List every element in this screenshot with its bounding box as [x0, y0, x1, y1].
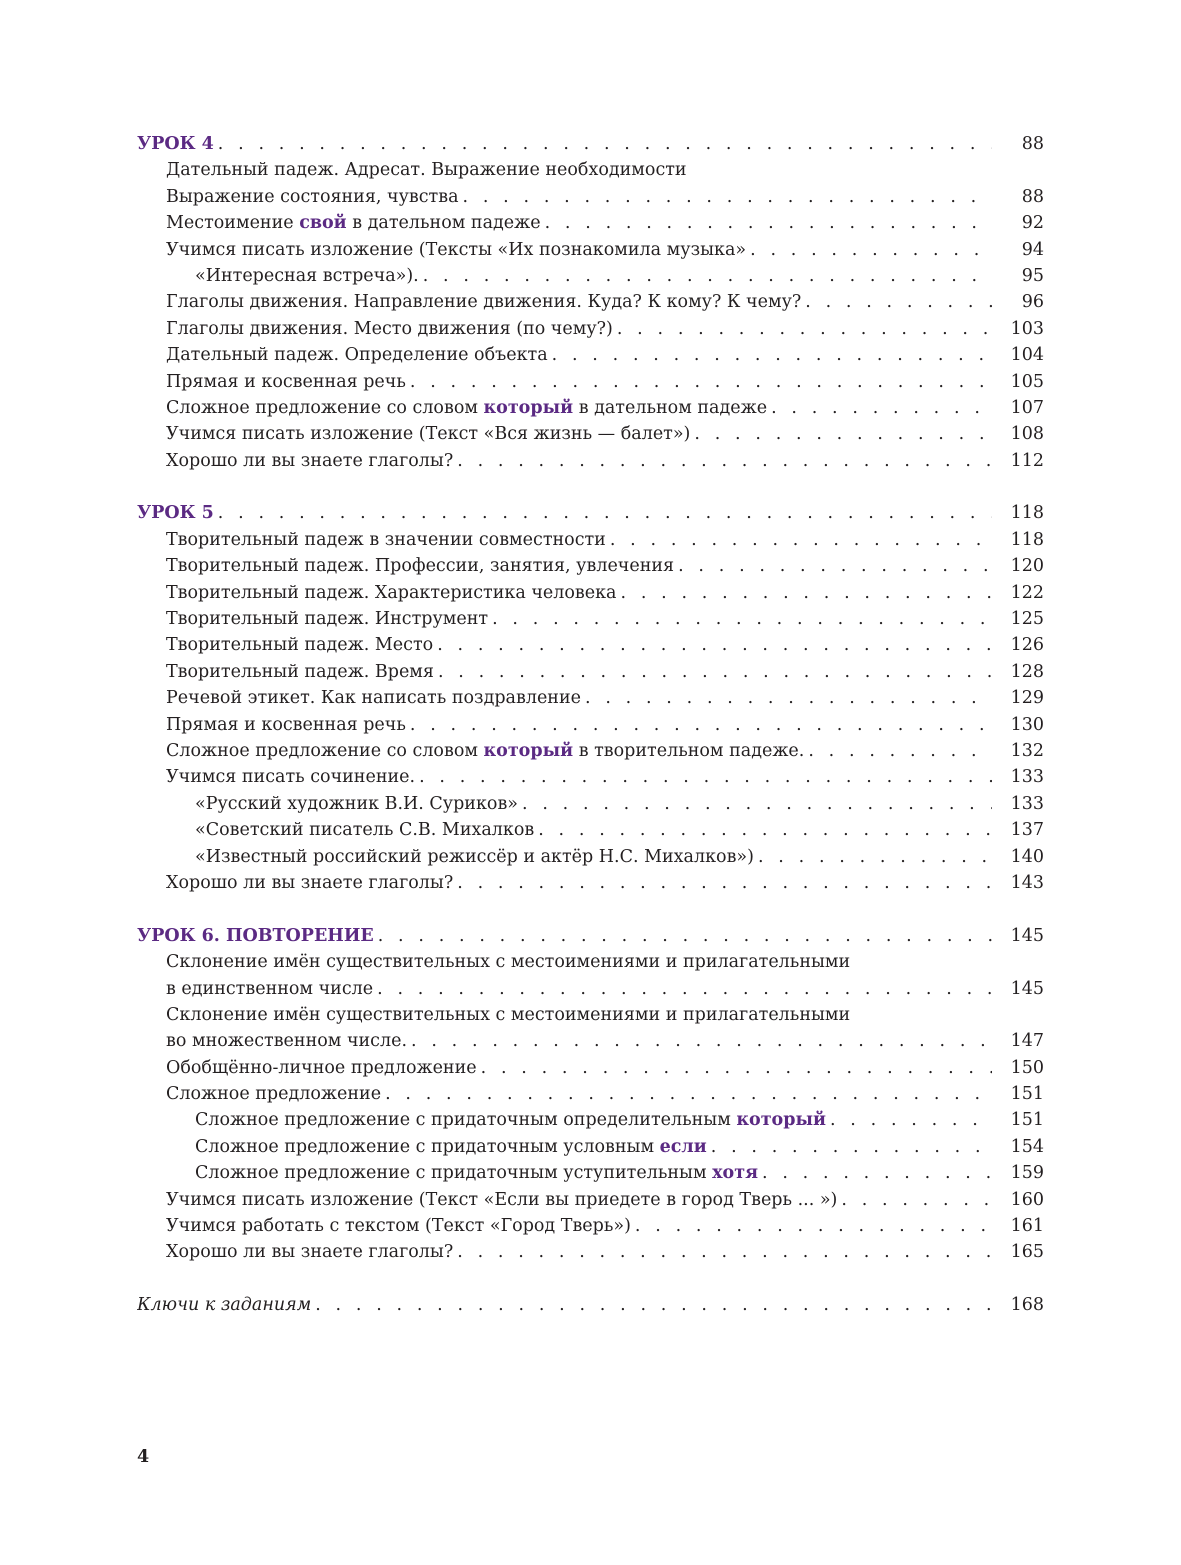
- leader-dots: [548, 342, 992, 368]
- toc-title-keyword: который: [483, 397, 574, 418]
- toc-title-text: «Интересная встреча»).: [195, 265, 419, 286]
- toc-page-number: 133: [1010, 793, 1044, 814]
- toc-section-row: [137, 1292, 1044, 1318]
- toc-entry-title: [166, 184, 459, 210]
- toc-title-text: Творительный падеж. Инструмент: [166, 609, 489, 630]
- toc-entry-row: [137, 606, 1044, 632]
- toc-entry: [137, 1292, 992, 1318]
- toc-entry-title: [166, 976, 373, 1002]
- leader-dots: [419, 263, 992, 289]
- toc-entry-row: [137, 289, 1044, 315]
- toc-entry-row: [137, 712, 1044, 738]
- toc-entry-title: [166, 342, 548, 368]
- toc-title-text: в дательном падеже: [573, 397, 768, 418]
- leader-dots: [374, 923, 992, 949]
- toc-entry-title: [166, 870, 453, 896]
- toc-entry-row: [137, 659, 1044, 685]
- leader-dots: [707, 1134, 992, 1160]
- toc-entry-row: [137, 1055, 1044, 1081]
- toc-title-text: Творительный падеж. Характеристика человека: [166, 582, 617, 603]
- toc-entry-title: [166, 659, 434, 685]
- toc-page-number: 88: [1021, 186, 1044, 207]
- toc-entry-title: [166, 1213, 631, 1239]
- leader-dots: [453, 870, 992, 896]
- toc-entry: [166, 1055, 992, 1081]
- toc-entry-row: [137, 157, 1044, 183]
- toc-title-text: Учимся писать изложение (Текст «Если вы приедете в город Тверь ... »): [166, 1189, 838, 1210]
- toc-title-text: Склонение имён существительных с местоимениями и прилагательными: [166, 1004, 851, 1025]
- toc-title-text: Обобщённо-личное предложение: [166, 1057, 477, 1078]
- toc-title-keyword: свой: [299, 213, 347, 234]
- leader-dots: [434, 659, 992, 685]
- toc-entry: [166, 316, 992, 342]
- toc-entry-row: [137, 1081, 1044, 1107]
- toc-entry-title: [166, 289, 801, 315]
- toc-entry-row: [137, 949, 1044, 975]
- toc-entry: [166, 870, 992, 896]
- toc-title-text: Творительный падеж. Профессии, занятия, увлечения: [166, 556, 675, 577]
- toc-entry-row: [137, 1002, 1044, 1028]
- leader-dots: [581, 685, 992, 711]
- toc-entry: [195, 1134, 992, 1160]
- toc-page-number: 151: [1010, 1084, 1044, 1105]
- toc-page-number: 133: [1010, 767, 1044, 788]
- toc-title-text: Глаголы движения. Место движения (по чему?): [166, 318, 613, 339]
- toc-entry: [166, 580, 992, 606]
- toc-title-text: в дательном падеже: [346, 213, 541, 234]
- toc-entry: [195, 1107, 992, 1133]
- toc-title-text: Учимся писать изложение (Тексты «Их познакомила музыка»: [166, 239, 747, 260]
- toc-entry-title: [166, 712, 406, 738]
- toc-entry-row: [137, 316, 1044, 342]
- toc-entry-row: [137, 632, 1044, 658]
- toc-entry-row: [137, 237, 1044, 263]
- toc-page-number: 150: [1010, 1057, 1044, 1078]
- toc-title-text: Речевой этикет. Как написать поздравление: [166, 688, 581, 709]
- leader-dots: [746, 237, 992, 263]
- leader-dots: [690, 421, 992, 447]
- toc-title-keyword: который: [736, 1110, 826, 1131]
- toc-page-number: 160: [1010, 1189, 1044, 1210]
- toc-entry: [166, 606, 992, 632]
- leader-dots: [214, 131, 992, 157]
- toc-entry: [166, 553, 992, 579]
- toc-title-text: «Советский писатель С.В. Михалков: [195, 820, 535, 841]
- toc-page-number: 94: [1021, 239, 1044, 260]
- toc-entry-title: [195, 1160, 758, 1186]
- toc-entry-title: [166, 1028, 407, 1054]
- toc-entry-title: [166, 448, 453, 474]
- leader-dots: [674, 553, 992, 579]
- toc-entry: [166, 712, 992, 738]
- toc-entry-row: [137, 1213, 1044, 1239]
- leader-dots: [311, 1292, 992, 1318]
- toc-title-text: Хорошо ли вы знаете глаголы?: [166, 450, 454, 471]
- toc-title-text: Сложное предложение с придаточным условным: [195, 1136, 660, 1157]
- leader-dots: [801, 289, 992, 315]
- toc-entry-title: [195, 791, 518, 817]
- toc-title-text: Учимся писать сочинение.: [166, 767, 416, 788]
- toc-entry: [137, 500, 992, 526]
- toc-entry-row: [137, 976, 1044, 1002]
- toc-entry-row: [137, 817, 1044, 843]
- toc-title-text: в творительном падеже.: [573, 740, 805, 761]
- leader-dots: [453, 448, 992, 474]
- toc-entry-row: [137, 263, 1044, 289]
- toc-title-text: Учимся работать с текстом (Текст «Город Тверь»): [166, 1216, 631, 1237]
- toc-entry: [166, 1081, 992, 1107]
- leader-dots: [406, 712, 992, 738]
- toc-page-number: 132: [1010, 740, 1044, 761]
- leader-dots: [606, 527, 992, 553]
- toc-title-text: Глаголы движения. Направление движения. Куда? К кому? К чему?: [166, 292, 802, 313]
- toc-title-text: Дательный падеж. Определение объекта: [166, 345, 548, 366]
- toc-entry-row: [137, 210, 1044, 236]
- toc-entry-title: [166, 1081, 381, 1107]
- leader-dots: [214, 500, 992, 526]
- toc-entry-row: [137, 553, 1044, 579]
- toc-section-row: [137, 131, 1044, 157]
- toc-page-number: 151: [1010, 1110, 1044, 1131]
- toc-entry: [166, 949, 992, 975]
- toc-title-text: Учимся писать изложение (Текст «Вся жизнь — балет»): [166, 424, 691, 445]
- toc-entry-title: [166, 553, 674, 579]
- toc-page-number: 112: [1010, 450, 1044, 471]
- toc-entry-title: [166, 210, 541, 236]
- toc-section-title: [137, 1292, 311, 1318]
- toc-entry: [166, 1028, 992, 1054]
- toc-entry: [166, 527, 992, 553]
- toc-page-number: 168: [1010, 1295, 1044, 1316]
- toc-title-text: Творительный падеж. Время: [166, 661, 434, 682]
- toc-entry: [166, 289, 992, 315]
- toc-title-text: УРОК 6. ПОВТОРЕНИЕ: [137, 925, 374, 946]
- toc-entry: [166, 395, 992, 421]
- toc-page-number: 140: [1010, 846, 1044, 867]
- toc-page-number: 128: [1010, 661, 1044, 682]
- toc-page-number: 165: [1010, 1242, 1044, 1263]
- toc-entry: [166, 632, 992, 658]
- toc-entry-row: [137, 1187, 1044, 1213]
- toc-title-keyword: который: [483, 740, 574, 761]
- toc-entry: [137, 131, 992, 157]
- toc-title-text: Хорошо ли вы знаете глаголы?: [166, 1242, 454, 1263]
- toc-title-text: Выражение состояния, чувства: [166, 186, 459, 207]
- toc-entry: [166, 1002, 992, 1028]
- leader-dots: [518, 791, 992, 817]
- toc-entry-title: [166, 157, 687, 183]
- toc-entry-row: [137, 1239, 1044, 1265]
- toc-entry: [166, 421, 992, 447]
- toc-entry: [166, 157, 992, 183]
- toc-title-text: «Русский художник В.И. Суриков»: [195, 793, 519, 814]
- toc-entry: [166, 210, 992, 236]
- toc-title-text: во множественном числе.: [166, 1031, 408, 1052]
- toc-section-title: [137, 131, 214, 157]
- leader-dots: [453, 1239, 992, 1265]
- toc-title-text: в единственном числе: [166, 978, 374, 999]
- toc-page-number: 147: [1010, 1031, 1044, 1052]
- toc-entry-title: [195, 1134, 707, 1160]
- toc-entry-title: [166, 237, 746, 263]
- toc-page-number: 104: [1010, 345, 1044, 366]
- toc-entry: [166, 976, 992, 1002]
- toc-entry-title: [166, 1239, 453, 1265]
- toc-title-text: «Известный российский режиссёр и актёр Н.С. Михалков»): [195, 846, 754, 867]
- toc-title-text: Сложное предложение с придаточным определительным: [195, 1110, 737, 1131]
- toc-entry: [166, 184, 992, 210]
- toc-entry-row: [137, 1107, 1044, 1133]
- toc-entry-row: [137, 791, 1044, 817]
- toc-entry-title: [166, 685, 581, 711]
- toc-title-text: Сложное предложение с придаточным уступительным: [195, 1163, 713, 1184]
- toc-entry: [166, 1187, 992, 1213]
- leader-dots: [381, 1081, 992, 1107]
- leader-dots: [767, 395, 992, 421]
- leader-dots: [826, 1107, 992, 1133]
- toc-entry: [166, 369, 992, 395]
- toc-entry: [166, 1213, 992, 1239]
- toc-entry: [137, 923, 992, 949]
- toc-entry-row: [137, 580, 1044, 606]
- toc-section-row: [137, 923, 1044, 949]
- toc-entry-title: [166, 1187, 837, 1213]
- toc-entry: [195, 791, 992, 817]
- toc-title-keyword: хотя: [712, 1163, 759, 1184]
- toc-entry-row: [137, 738, 1044, 764]
- toc-section-title: [137, 923, 374, 949]
- toc-page-number: 130: [1010, 714, 1044, 735]
- toc-entry-row: [137, 764, 1044, 790]
- toc-title-keyword: если: [659, 1136, 707, 1157]
- toc-title-text: Сложное предложение: [166, 1084, 382, 1105]
- toc-entry: [166, 659, 992, 685]
- toc-page-number: 95: [1021, 265, 1044, 286]
- toc-page-number: 107: [1010, 397, 1044, 418]
- leader-dots: [415, 764, 992, 790]
- toc-entry-title: [166, 369, 406, 395]
- toc-page-number: 105: [1010, 371, 1044, 392]
- leader-dots: [477, 1055, 992, 1081]
- toc-entry: [195, 1160, 992, 1186]
- toc-entry-title: [195, 263, 419, 289]
- leader-dots: [459, 184, 992, 210]
- toc-title-text: Местоимение: [166, 213, 300, 234]
- toc-entry-title: [166, 632, 433, 658]
- leader-dots: [373, 976, 992, 1002]
- toc-entry-title: [195, 817, 534, 843]
- toc-entry-title: [166, 580, 617, 606]
- toc-title-text: Дательный падеж. Адресат. Выражение необходимости: [166, 160, 687, 181]
- toc-entry-title: [166, 316, 613, 342]
- table-of-contents: [137, 131, 1044, 1319]
- toc-page-number: 159: [1010, 1163, 1044, 1184]
- toc-title-text: Сложное предложение со словом: [166, 397, 484, 418]
- toc-page-number: 143: [1010, 872, 1044, 893]
- toc-title-text: Хорошо ли вы знаете глаголы?: [166, 872, 454, 893]
- toc-entry-row: [137, 844, 1044, 870]
- toc-entry: [166, 685, 992, 711]
- toc-page-number: 118: [1010, 529, 1044, 550]
- toc-entry: [166, 448, 992, 474]
- toc-entry-title: [166, 738, 804, 764]
- toc-entry-row: [137, 527, 1044, 553]
- toc-entry-row: [137, 1160, 1044, 1186]
- toc-page-number: 108: [1010, 424, 1044, 445]
- toc-entry: [166, 237, 992, 263]
- leader-dots: [754, 844, 992, 870]
- toc-entry-row: [137, 1028, 1044, 1054]
- toc-entry-row: [137, 369, 1044, 395]
- leader-dots: [488, 606, 992, 632]
- toc-entry-row: [137, 342, 1044, 368]
- toc-entry: [195, 817, 992, 843]
- toc-title-text: Творительный падеж в значении совместности: [166, 529, 606, 550]
- toc-page-number: 96: [1021, 292, 1044, 313]
- leader-dots: [617, 580, 993, 606]
- toc-page-number: 120: [1010, 556, 1044, 577]
- toc-entry-title: [166, 1055, 477, 1081]
- toc-entry-title: [166, 1002, 850, 1028]
- toc-page-number: 92: [1021, 213, 1044, 234]
- toc-title-text: Творительный падеж. Место: [166, 635, 434, 656]
- toc-page-number: 137: [1010, 820, 1044, 841]
- toc-entry-row: [137, 184, 1044, 210]
- toc-title-text: Прямая и косвенная речь: [166, 714, 406, 735]
- leader-dots: [804, 738, 992, 764]
- leader-dots: [534, 817, 992, 843]
- toc-entry-row: [137, 870, 1044, 896]
- toc-entry: [166, 1239, 992, 1265]
- toc-entry: [166, 738, 992, 764]
- toc-entry-title: [166, 764, 415, 790]
- toc-entry-title: [166, 395, 767, 421]
- toc-page-number: 154: [1010, 1136, 1044, 1157]
- toc-page-number: 125: [1010, 609, 1044, 630]
- toc-entry: [195, 263, 992, 289]
- toc-entry-row: [137, 685, 1044, 711]
- toc-title-text: Ключи к заданиям: [137, 1295, 312, 1316]
- leader-dots: [837, 1187, 992, 1213]
- toc-entry: [166, 342, 992, 368]
- leader-dots: [433, 632, 992, 658]
- toc-entry-row: [137, 448, 1044, 474]
- toc-page-number: 145: [1010, 925, 1044, 946]
- toc-title-text: Склонение имён существительных с местоимениями и прилагательными: [166, 952, 851, 973]
- leader-dots: [541, 210, 992, 236]
- toc-page-number: 88: [1021, 134, 1044, 154]
- toc-entry-title: [166, 606, 488, 632]
- toc-section-title: [137, 500, 214, 526]
- toc-entry-row: [137, 395, 1044, 421]
- leader-dots: [758, 1160, 992, 1186]
- toc-page-number: 122: [1010, 582, 1044, 603]
- toc-title-text: УРОК 4: [137, 134, 214, 154]
- leader-dots: [631, 1213, 992, 1239]
- toc-entry: [195, 844, 992, 870]
- toc-page-number: 118: [1010, 503, 1044, 524]
- toc-title-text: Сложное предложение со словом: [166, 740, 484, 761]
- leader-dots: [407, 1028, 992, 1054]
- toc-title-text: Прямая и косвенная речь: [166, 371, 406, 392]
- toc-entry-title: [195, 1107, 826, 1133]
- toc-page-number: 126: [1010, 635, 1044, 656]
- toc-entry-title: [195, 844, 754, 870]
- toc-page-number: 145: [1010, 978, 1044, 999]
- toc-entry-row: [137, 1134, 1044, 1160]
- toc-title-text: УРОК 5: [137, 503, 214, 524]
- toc-entry-row: [137, 421, 1044, 447]
- toc-page-number: 129: [1010, 688, 1044, 709]
- toc-entry-title: [166, 949, 850, 975]
- leader-dots: [406, 369, 992, 395]
- toc-entry-title: [166, 527, 606, 553]
- toc-entry-title: [166, 421, 690, 447]
- page-number: 4: [137, 1447, 150, 1467]
- toc-page-number: 103: [1010, 318, 1044, 339]
- leader-dots: [613, 316, 992, 342]
- toc-page-number: 161: [1010, 1216, 1044, 1237]
- toc-entry: [166, 764, 992, 790]
- toc-section-row: [137, 500, 1044, 526]
